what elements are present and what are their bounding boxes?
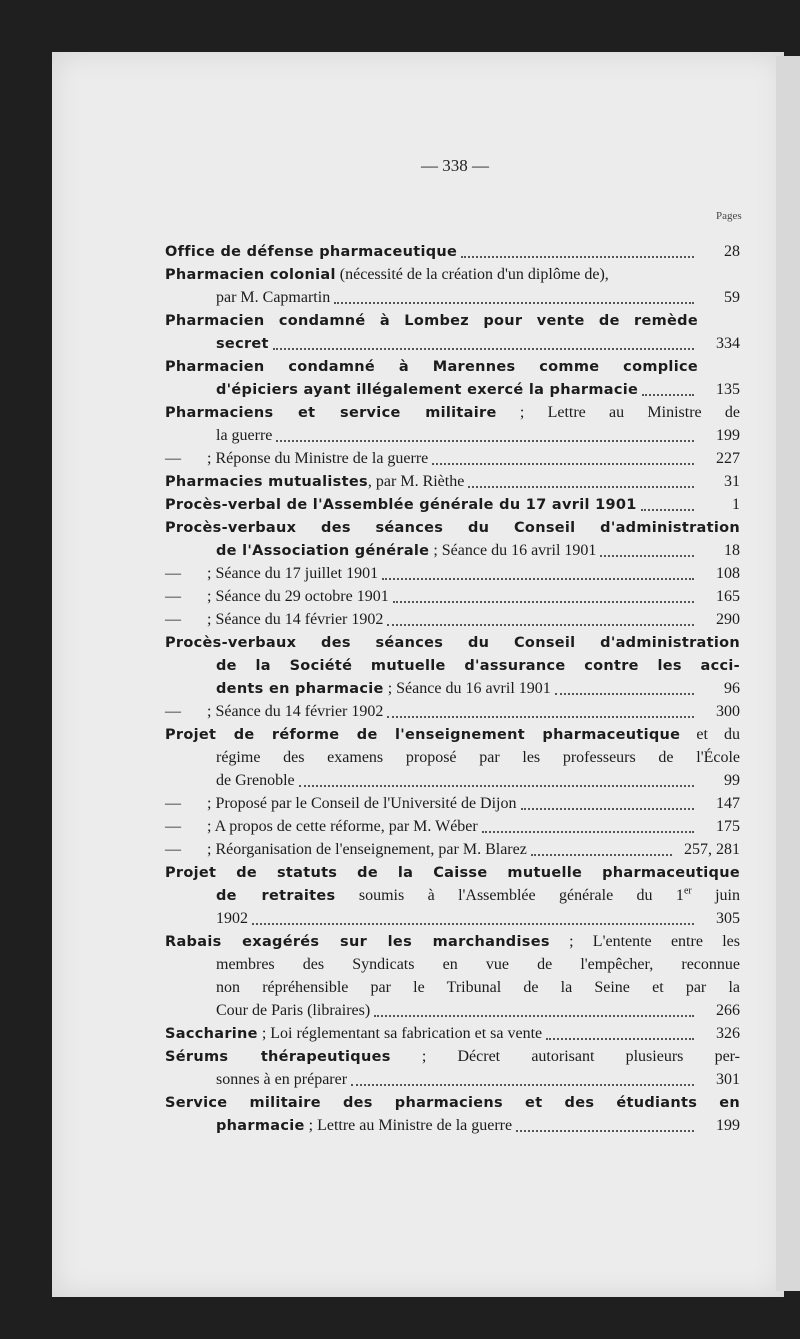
entry-text: non répréhensible par le Tribunal de la Seine et par la xyxy=(216,979,740,996)
ditto-dash: — xyxy=(165,611,181,628)
entry-text: sonnes à en préparer xyxy=(216,1071,348,1088)
entry-text: membres des Syndicats en vue de l'empêcher, reconnue xyxy=(216,956,740,973)
index-entry-continuation xyxy=(165,907,740,930)
entry-page: 290 xyxy=(716,611,740,628)
entry-title: Sérums thérapeutiques xyxy=(165,1049,391,1065)
entry-title: Procès-verbal de l'Assemblée générale du 17 avril 1901 xyxy=(165,497,637,513)
entry-title: Pharmacies mutualistes xyxy=(165,474,368,490)
index-entry-continuation xyxy=(165,976,740,999)
entry-title: Office de défense pharmaceutique xyxy=(165,244,458,260)
entry-page: 135 xyxy=(716,381,740,398)
pages-column-label: Pages xyxy=(716,210,742,222)
index-entry xyxy=(165,263,740,286)
entry-title: d'épiciers ayant illégalement exercé la pharmacie xyxy=(216,382,639,398)
index-entry-continuation xyxy=(165,746,740,769)
entry-text: régime des examens proposé par les professeurs de l'École xyxy=(216,749,740,766)
entry-page: 334 xyxy=(716,335,740,352)
index-entry-continuation xyxy=(165,378,740,401)
entry-title: Projet de réforme de l'enseignement pharmaceutique xyxy=(165,727,681,743)
index-entry-continuation xyxy=(165,1068,740,1091)
entry-page: 147 xyxy=(716,795,740,812)
entry-text: Cour de Paris (libraires) xyxy=(216,1002,371,1019)
entry-page: 31 xyxy=(724,473,740,490)
index-entry xyxy=(165,470,740,493)
index-entry xyxy=(165,861,740,884)
index-entry xyxy=(165,516,740,539)
index-list xyxy=(165,240,740,1137)
entry-title: de l'Association générale xyxy=(216,543,430,559)
entry-text: ; Lettre au Ministre de la guerre xyxy=(304,1117,513,1134)
entry-title: dents en pharmacie xyxy=(216,681,384,697)
index-entry-continuation xyxy=(165,654,740,677)
ditto-dash: — xyxy=(165,450,181,467)
entry-page: 305 xyxy=(716,910,740,927)
index-entry xyxy=(165,815,740,838)
index-entry xyxy=(165,493,740,516)
entry-text: soumis à l'Assemblée générale du 1 xyxy=(335,887,684,904)
index-entry xyxy=(165,1045,740,1068)
entry-page: 266 xyxy=(716,1002,740,1019)
index-entry xyxy=(165,562,740,585)
index-entry xyxy=(165,585,740,608)
entry-text: de Grenoble xyxy=(216,772,295,789)
index-entry xyxy=(165,700,740,723)
entry-text: ; Séance du 14 février 1902 xyxy=(207,611,384,628)
entry-text: 1902 xyxy=(216,910,248,927)
entry-title: secret xyxy=(216,336,269,352)
superscript: er xyxy=(683,885,692,897)
entry-page: 99 xyxy=(724,772,740,789)
ditto-dash: — xyxy=(165,795,181,812)
entry-page: 227 xyxy=(716,450,740,467)
index-entry-continuation xyxy=(165,1114,740,1137)
entry-page: 1 xyxy=(732,496,740,513)
index-entry-continuation xyxy=(165,332,740,355)
entry-title: Pharmacien condamné à Lombez pour vente de remède xyxy=(165,313,698,329)
index-entry xyxy=(165,930,740,953)
entry-title: Procès-verbaux des séances du Conseil d'administration xyxy=(165,635,740,651)
index-entry xyxy=(165,447,740,470)
entry-text: ; Séance du 17 juillet 1901 xyxy=(207,565,379,582)
entry-page: 300 xyxy=(716,703,740,720)
index-entry xyxy=(165,1091,740,1114)
entry-title: Rabais exagérés sur les marchandises xyxy=(165,934,550,950)
entry-page: 199 xyxy=(716,427,740,444)
index-entry xyxy=(165,1022,740,1045)
entry-text: ; L'entente entre les xyxy=(549,933,741,950)
index-entry xyxy=(165,355,740,378)
index-entry-continuation xyxy=(165,953,740,976)
index-entry-continuation xyxy=(165,286,740,309)
entry-text: (nécessité de la création d'un diplôme de), xyxy=(335,266,609,283)
entry-title: pharmacie xyxy=(216,1118,305,1134)
index-entry-continuation xyxy=(165,424,740,447)
entry-title: Pharmacien colonial xyxy=(165,267,336,283)
page-number-header: — 338 — xyxy=(421,156,489,175)
index-entry-continuation xyxy=(165,999,740,1022)
entry-page: 199 xyxy=(716,1117,740,1134)
entry-text: ; Séance du 29 octobre 1901 xyxy=(207,588,389,605)
index-entry-continuation xyxy=(165,539,740,562)
entry-text: par M. Capmartin xyxy=(216,289,331,306)
index-entry xyxy=(165,401,740,424)
entry-text: ; Réponse du Ministre de la guerre xyxy=(207,450,429,467)
index-entry xyxy=(165,792,740,815)
entry-text: juin xyxy=(691,887,740,904)
entry-text: ; A propos de cette réforme, par M. Wéber xyxy=(207,818,478,835)
index-entry xyxy=(165,723,740,746)
index-entry xyxy=(165,838,740,861)
entry-page: 108 xyxy=(716,565,740,582)
entry-text: ; Réorganisation de l'enseignement, par M. Blarez xyxy=(207,841,527,858)
entry-page: 326 xyxy=(716,1025,740,1042)
entry-title: Procès-verbaux des séances du Conseil d'administration xyxy=(165,520,740,536)
ditto-dash: — xyxy=(165,818,181,835)
index-entry-continuation xyxy=(165,769,740,792)
index-entry xyxy=(165,631,740,654)
entry-text: ; Séance du 16 avril 1901 xyxy=(429,542,597,559)
adjacent-page-edge xyxy=(776,56,800,1291)
entry-title: Pharmaciens et service militaire xyxy=(165,405,497,421)
ditto-dash: — xyxy=(165,565,181,582)
index-entry-continuation xyxy=(165,884,740,907)
entry-title: de la Société mutuelle d'assurance contre les acci- xyxy=(216,658,740,674)
entry-text: ; Lettre au Ministre de xyxy=(496,404,740,421)
ditto-dash: — xyxy=(165,703,181,720)
entry-title: Saccharine xyxy=(165,1026,258,1042)
index-entry-continuation xyxy=(165,677,740,700)
entry-page: 165 xyxy=(716,588,740,605)
entry-text: , par M. Rièthe xyxy=(367,473,465,490)
entry-page: 59 xyxy=(724,289,740,306)
index-entry xyxy=(165,240,740,263)
entry-title: Service militaire des pharmaciens et des étudiants en xyxy=(165,1095,740,1111)
entry-text: la guerre xyxy=(216,427,273,444)
index-entry xyxy=(165,309,740,332)
entry-page: 28 xyxy=(724,243,740,260)
index-entry xyxy=(165,608,740,631)
entry-page: 175 xyxy=(716,818,740,835)
entry-text: ; Séance du 16 avril 1901 xyxy=(383,680,551,697)
entry-text: et du xyxy=(680,726,741,743)
entry-text: ; Séance du 14 février 1902 xyxy=(207,703,384,720)
entry-page: 96 xyxy=(724,680,740,697)
entry-title: Pharmacien condamné à Marennes comme complice xyxy=(165,359,698,375)
entry-text: ; Loi réglementant sa fabrication et sa vente xyxy=(257,1025,543,1042)
entry-page: 18 xyxy=(724,542,740,559)
entry-text: ; Proposé par le Conseil de l'Université de Dijon xyxy=(207,795,517,812)
ditto-dash: — xyxy=(165,841,181,858)
entry-page: 257, 281 xyxy=(684,841,740,858)
entry-title: de retraites xyxy=(216,888,336,904)
ditto-dash: — xyxy=(165,588,181,605)
entry-title: Projet de statuts de la Caisse mutuelle pharmaceutique xyxy=(165,865,740,881)
entry-text: ; Décret autorisant plusieurs per- xyxy=(390,1048,741,1065)
entry-page: 301 xyxy=(716,1071,740,1088)
